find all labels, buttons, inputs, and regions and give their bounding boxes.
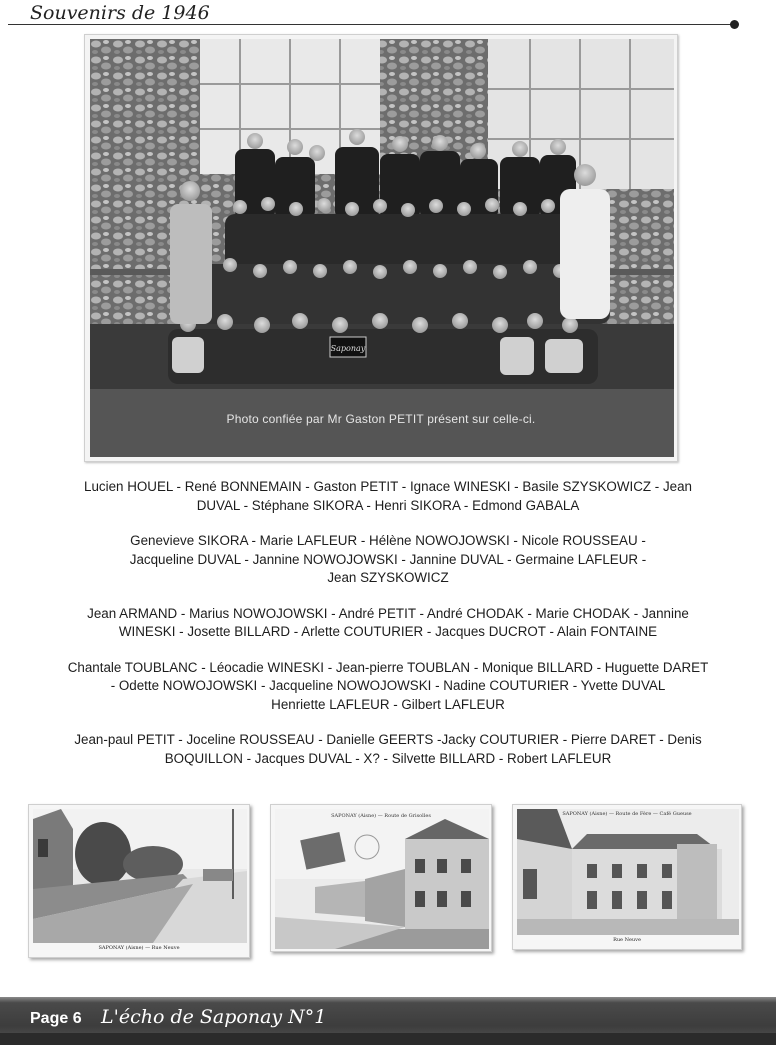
row-names-4 xyxy=(28,659,748,715)
name-line: Henriette LAFLEUR - Gilbert LAFLEUR xyxy=(271,696,505,712)
row-names-3 xyxy=(28,605,748,642)
postcard-image xyxy=(275,809,489,949)
name-line: Chantale TOUBLANC - Léocadie WINESKI - Jean-pierre TOUBLAN - Monique BILLARD - Huguette DARET xyxy=(67,659,709,675)
name-line: BOQUILLON - Jacques DUVAL - X? - Silvette BILLARD - Robert LAFLEUR xyxy=(164,750,612,766)
header-rule xyxy=(8,24,734,25)
postcard-cafe-gueuse xyxy=(512,804,742,950)
name-line: Lucien HOUEL - René BONNEMAIN - Gaston PETIT - Ignace WINESKI - Basile SZYSKOWICZ - Jean xyxy=(84,479,692,494)
postcard-rue-neuve xyxy=(28,804,250,958)
name-line: Jean SZYSKOWICZ xyxy=(327,570,449,585)
footer-bar xyxy=(0,1033,776,1045)
page-title: Souvenirs de 1946 xyxy=(30,2,210,24)
name-line: Jean-paul PETIT - Joceline ROUSSEAU - Danielle GEERTS -Jacky COUTURIER - Pierre DARET - Denis xyxy=(74,732,702,747)
names-list xyxy=(28,478,748,785)
slate-sign: Saponay xyxy=(330,344,366,353)
row-names-2 xyxy=(28,532,748,588)
name-line: - Odette NOWOJOWSKI - Jacqueline NOWOJOWSKI - Nadine COUTURIER - Yvette DUVAL xyxy=(110,678,666,693)
postcard-image xyxy=(517,809,739,935)
class-photo-image xyxy=(90,39,674,457)
row-names-5 xyxy=(28,731,748,768)
header-dot xyxy=(730,20,739,29)
name-line: Genevieve SIKORA - Marie LAFLEUR - Hélène NOWOJOWSKI - Nicole ROUSSEAU - xyxy=(130,533,646,548)
name-line: Jean ARMAND - Marius NOWOJOWSKI - André PETIT - André CHODAK - Marie CHODAK - Jannine xyxy=(87,605,689,621)
publication-name: L'écho de Saponay N°1 xyxy=(101,1006,327,1028)
row-names-1 xyxy=(28,478,748,515)
postcard-caption: SAPONAY (Aisne) — Rue Neuve xyxy=(98,945,180,951)
name-line: WINESKI - Josette BILLARD - Arlette COUTURIER - Jacques DUCROT - Alain FONTAINE xyxy=(118,624,658,639)
name-line: DUVAL - Stéphane SIKORA - Henri SIKORA - Edmond GABALA xyxy=(196,497,580,513)
postcard-route-grisolles xyxy=(270,804,492,952)
name-line: Jacqueline DUVAL - Jannine NOWOJOWSKI - Jannine DUVAL - Germaine LAFLEUR - xyxy=(129,551,647,567)
postcard-caption: Rue Neuve xyxy=(613,937,641,943)
postcard-title: SAPONAY (Aisne) — Route de Grisolles xyxy=(331,813,431,819)
postcard-image xyxy=(33,809,247,943)
photo-caption: Photo confiée par Mr Gaston PETIT présent sur celle-ci. xyxy=(226,412,536,426)
postcard-title: SAPONAY (Aisne) — Route de Fère — Café Gueuse xyxy=(562,811,692,817)
page-footer xyxy=(0,997,776,1045)
class-photo xyxy=(84,34,678,462)
page-number: Page 6 xyxy=(30,1010,82,1027)
